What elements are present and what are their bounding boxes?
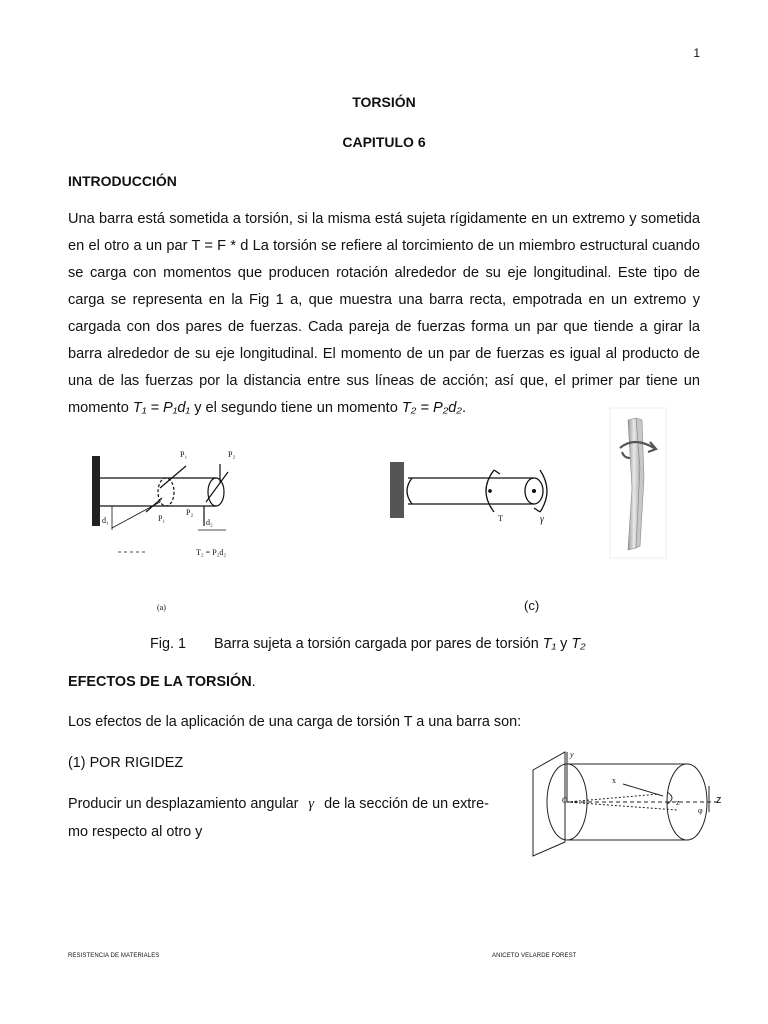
caption-t2: T₂ <box>571 636 586 652</box>
rigidity-text-line1 <box>68 796 489 813</box>
label-torque-t: T <box>498 514 503 523</box>
rigidity-text-b: de la sección de un extre- <box>324 796 489 812</box>
effects-intro: Los efectos de la aplicación de una carga de torsión T a una barra son: <box>68 714 522 730</box>
effects-heading-text: EFECTOS DE LA TORSIÓN <box>68 674 252 690</box>
rigidity-heading: (1) POR RIGIDEZ <box>68 755 184 771</box>
label-z-end: z <box>716 794 722 806</box>
caption-number: Fig. 1 <box>150 636 186 652</box>
label-p1: P₁ <box>180 450 188 459</box>
equation-t2: T₂ = P₂d₂ <box>401 400 462 416</box>
effects-heading-period: . <box>251 674 256 690</box>
caption-t1: T₁ <box>542 636 557 652</box>
caption-and: y <box>560 636 568 652</box>
label-origin: O <box>562 796 568 805</box>
intro-text-mid: y el segundo tiene un momento <box>194 400 398 416</box>
intro-heading: INTRODUCCIÓN <box>68 173 177 189</box>
figure-caption <box>150 636 586 652</box>
equation-t1: T₁ = P₁d₁ <box>132 400 191 416</box>
effects-heading <box>68 674 256 690</box>
rigidity-diagram <box>527 746 725 858</box>
intro-text-end: . <box>461 400 467 416</box>
label-figure-a: (a) <box>157 603 166 612</box>
intro-paragraph <box>68 206 700 422</box>
label-phi: φ <box>698 806 703 815</box>
rigidity-gamma: γ <box>308 796 315 812</box>
footer-right: ANICETO VELARDE FOREST <box>492 953 577 959</box>
caption-text: Barra sujeta a torsión cargada por pares de torsión <box>214 636 539 652</box>
figure-a-diagram <box>88 444 248 560</box>
page-title: TORSIÓN <box>352 94 416 110</box>
figure-c-diagram <box>610 408 666 558</box>
figure-b-diagram <box>390 462 550 522</box>
label-d1: d₁ <box>102 516 109 525</box>
label-d2: d₂ <box>206 518 213 527</box>
label-p2-lower: P₂ <box>186 508 194 517</box>
intro-text: Una barra está sometida a torsión, si la misma está sujeta rígidamente en un extremo y sometida en el otro a un par T = F * d La torsión se refiere al torcimiento de un miembro estructural cuando se carga con momentos que producen rotación alrededor de su eje longitudinal. Este tipo de carga se representa en la Fig 1 a, que muestra una barra recta, empotrada en un extremo y cargada con dos pares de fuerzas. Cada pareja de fuerzas forma un par que tiende a girar la barra alrededor de su eje longitudinal. El momento de un par de fuerzas es igual al producto de una de las fuerzas por la distancia entre sus líneas de acción; así que, el primer par tiene un momento <box>68 211 700 416</box>
chapter-heading: CAPITULO 6 <box>342 134 426 150</box>
label-p1-lower: P₁ <box>158 514 166 523</box>
label-t2-eq: T₂ = P₂d₂ <box>196 548 227 557</box>
label-gamma: γ <box>540 514 544 525</box>
rigidity-text-a: Producir un desplazamiento angular <box>68 796 299 812</box>
page-number: 1 <box>693 46 700 60</box>
label-x-axis: x <box>612 776 616 785</box>
rigidity-text-line2: mo respecto al otro y <box>68 824 203 840</box>
label-figure-c: (c) <box>524 598 540 613</box>
footer-left: RESISTENCIA DE MATERIALES <box>68 953 160 959</box>
label-y-axis: y <box>570 750 574 759</box>
label-p2: P₂ <box>228 450 236 459</box>
label-z-axis: z <box>676 798 680 807</box>
